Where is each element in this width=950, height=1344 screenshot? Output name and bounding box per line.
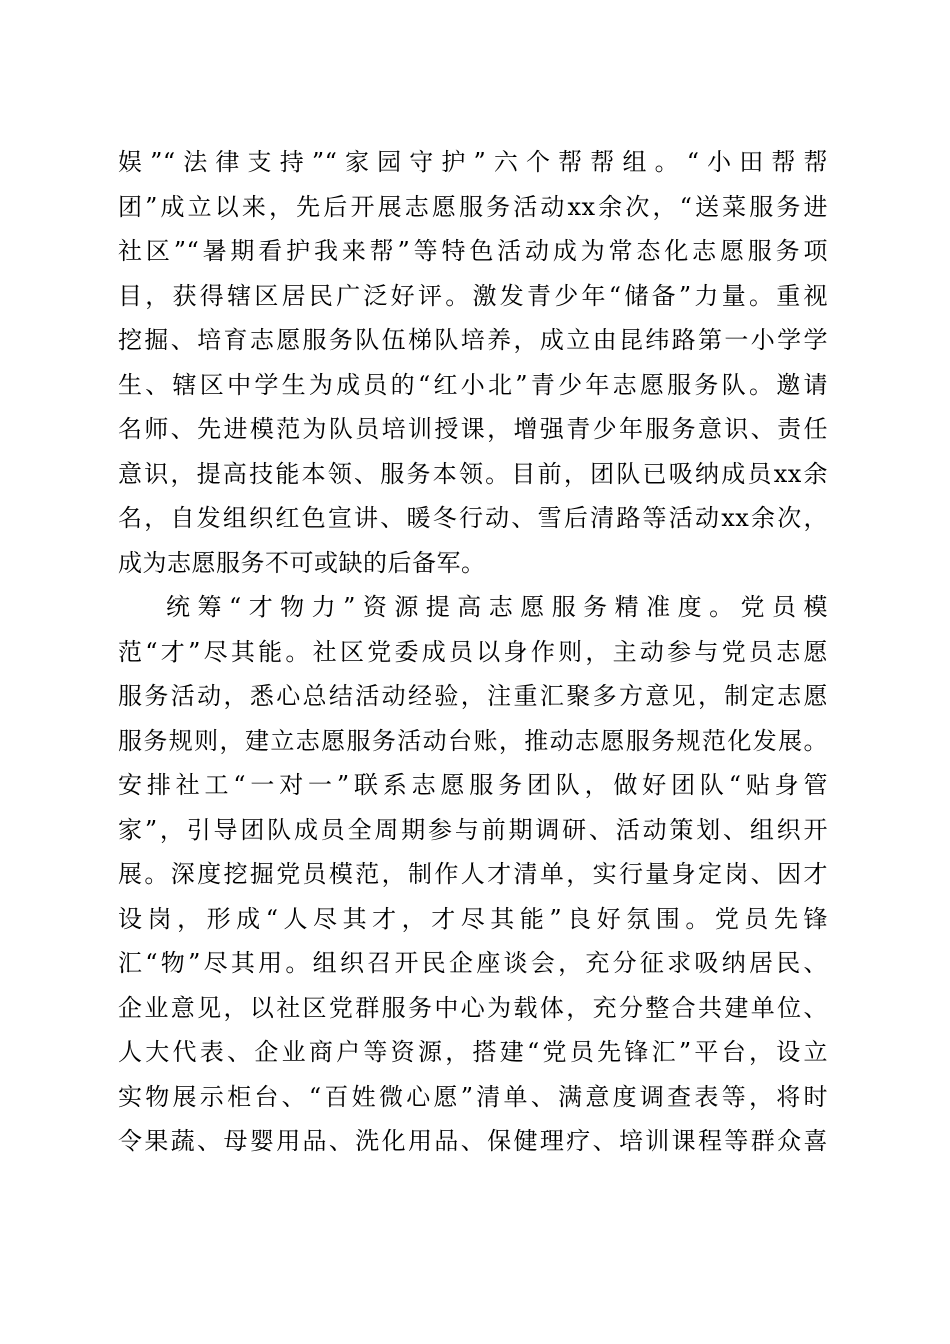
text-line: 服务活动，悉心总结活动经验，注重汇聚多方意见，制定志愿 xyxy=(118,682,828,710)
text-line: 目，获得辖区居民广泛好评。激发青少年“储备”力量。重视 xyxy=(118,281,828,310)
text-line: 企业意见，以社区党群服务中心为载体，充分整合共建单位、 xyxy=(118,993,828,1022)
text-line: 安排社工“一对一”联系志愿服务团队，做好团队“贴身管 xyxy=(118,771,828,799)
text-line: 服务规则，建立志愿服务活动台账，推动志愿服务规范化发展。 xyxy=(118,726,828,755)
text-line: 人大代表、企业商户等资源，搭建“党员先锋汇”平台，设立 xyxy=(118,1038,828,1066)
text-line: 汇“物”尽其用。组织召开民企座谈会，充分征求吸纳居民、 xyxy=(118,949,828,977)
text-line: 娱”“法律支持”“家园守护”六个帮帮组。“小田帮帮 xyxy=(118,148,828,176)
text-line: 家”，引导团队成员全周期参与前期调研、活动策划、组织开 xyxy=(118,815,828,844)
text-line: 实物展示柜台、“百姓微心愿”清单、满意度调查表等，将时 xyxy=(118,1082,828,1111)
body-text xyxy=(118,140,828,1164)
text-line: 展。深度挖掘党员模范，制作人才清单，实行量身定岗、因才 xyxy=(118,860,828,888)
paragraph-end-line: 成为志愿服务不可或缺的后备军。 xyxy=(118,548,486,577)
text-line: 范“才”尽其能。社区党委成员以身作则，主动参与党员志愿 xyxy=(118,637,828,666)
text-line: 设岗，形成“人尽其才，才尽其能”良好氛围。党员先锋 xyxy=(118,904,828,933)
text-line: 社区”“暑期看护我来帮”等特色活动成为常态化志愿服务项 xyxy=(118,237,828,265)
text-line: 意识，提高技能本领、服务本领。目前，团队已吸纳成员xx余 xyxy=(118,459,828,488)
text-line: 团”成立以来，先后开展志愿服务活动xx余次，“送菜服务进 xyxy=(118,192,828,221)
text-line: 挖掘、培育志愿服务队伍梯队培养，成立由昆纬路第一小学学 xyxy=(118,326,828,354)
text-line: 生、辖区中学生为成员的“红小北”青少年志愿服务队。邀请 xyxy=(118,370,828,399)
text-line: 令果蔬、母婴用品、洗化用品、保健理疗、培训课程等群众喜 xyxy=(118,1127,828,1155)
paragraph-start-line: 统筹“才物力”资源提高志愿服务精准度。党员模 xyxy=(166,593,828,621)
text-line: 名师、先进模范为队员培训授课，增强青少年服务意识、责任 xyxy=(118,415,828,443)
text-line: 名，自发组织红色宣讲、暖冬行动、雪后清路等活动xx余次， xyxy=(118,504,828,532)
